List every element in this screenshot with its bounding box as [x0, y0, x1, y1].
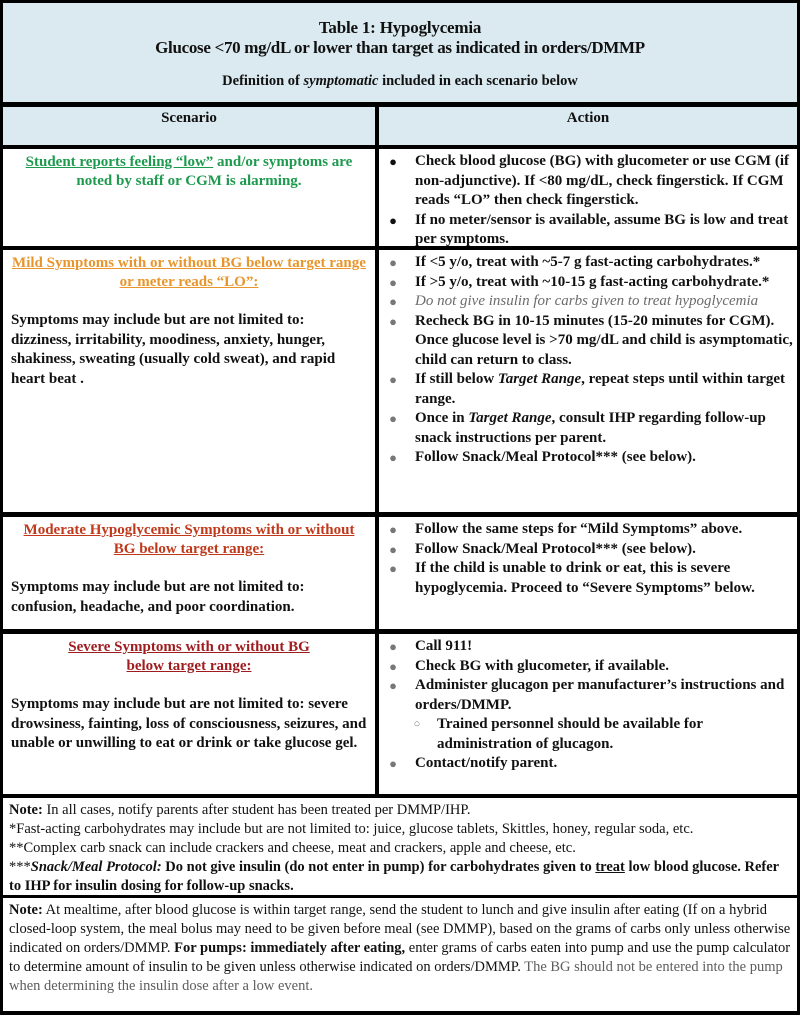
scenario-heading: Moderate Hypoglycemic Symptoms with or without BG below target range: — [23, 522, 355, 557]
action-item: ● Once in Target Range, consult IHP regarding follow-up snack instructions per parent. — [385, 409, 793, 448]
bullet-icon: ● — [389, 274, 397, 290]
scenario-description: Symptoms may include but are not limited to: severe drowsiness, fainting, loss of consciousness, seizures, and unable or unwilling to eat or drink or take glucose gel. — [11, 696, 367, 751]
bullet-icon: ● — [389, 372, 397, 387]
footnotes-block — [3, 798, 797, 895]
action-cell-initial — [379, 149, 797, 246]
action-cell-severe — [379, 634, 797, 794]
action-item: ● Do not give insulin for carbs given to treat hypoglycemia — [385, 292, 793, 312]
action-subitem: ○ Trained personnel should be available for administration of glucagon. — [385, 715, 793, 754]
bullet-icon: ● — [389, 313, 397, 329]
bullet-icon: ● — [389, 639, 397, 654]
column-header-action: Action — [379, 107, 797, 145]
bullet-icon: ● — [389, 450, 397, 465]
action-item: ● Follow Snack/Meal Protocol*** (see below). — [385, 540, 793, 560]
table-title: Table 1: Hypoglycemia — [318, 18, 482, 37]
scenario-cell-mild — [3, 250, 375, 512]
action-item: ● Call 911! — [385, 637, 793, 657]
footnote-fast-acting: *Fast-acting carbohydrates may include but are not limited to: juice, glucose tablets, Skittles, honey, regular soda, etc. — [9, 821, 694, 837]
bullet-icon: ● — [389, 756, 397, 771]
scenario-heading: Severe Symptoms with or without BG below target range: — [68, 639, 310, 674]
bullet-icon: ● — [389, 561, 397, 576]
bullet-icon: ● — [389, 212, 397, 228]
footnote-snack-protocol: ***Snack/Meal Protocol: Do not give insulin (do not enter in pump) for carbohydrates given to treat low blood glucose. Refer to IHP for insulin dosing for follow-up snacks. — [9, 859, 779, 894]
action-item: ● If no meter/sensor is available, assume BG is low and treat per symptoms. — [385, 211, 793, 250]
scenario-description: Symptoms may include but are not limited to: dizziness, irritability, moodiness, anxiety, hunger, shakiness, sweating (usually cold sweat), and rapid heart beat . — [11, 312, 336, 387]
scenario-description: Symptoms may include but are not limited to: confusion, headache, and poor coordination. — [11, 579, 305, 615]
scenario-cell-severe — [3, 634, 375, 794]
bullet-icon: ● — [389, 678, 397, 693]
bullet-icon: ● — [389, 522, 397, 537]
action-item: ● If still below Target Range, repeat steps until within target range. — [385, 370, 793, 409]
note-line: Note: In all cases, notify parents after student has been treated per DMMP/IHP. — [9, 802, 471, 818]
scenario-cell-initial — [3, 149, 375, 246]
bullet-icon: ● — [389, 255, 397, 270]
scenario-cell-moderate — [3, 517, 375, 629]
action-cell-mild — [379, 250, 797, 512]
action-item: ● If <5 y/o, treat with ~5-7 g fast-acting carbohydrates.* — [385, 253, 793, 273]
action-item: ● Check BG with glucometer, if available. — [385, 657, 793, 677]
bullet-icon: ● — [389, 294, 397, 309]
hollow-bullet-icon: ○ — [413, 718, 421, 730]
scenario-heading: Mild Symptoms with or without BG below target range or meter reads “LO”: — [12, 255, 366, 290]
column-header-scenario: Scenario — [3, 107, 375, 145]
action-item: ● Recheck BG in 10-15 minutes (15-20 minutes for CGM). Once glucose level is >70 mg/dL and child is asymptomatic, child can return to class. — [385, 312, 793, 371]
action-cell-moderate — [379, 517, 797, 629]
action-item: ● Follow Snack/Meal Protocol*** (see below). — [385, 448, 793, 468]
table-subtitle: Glucose <70 mg/dL or lower than target as indicated in orders/DMMP — [155, 38, 645, 57]
action-item: ● Check blood glucose (BG) with glucometer or use CGM (if non-adjunctive). If <80 mg/dL, check fingerstick. If CGM reads “LO” then check fingerstick. — [385, 152, 793, 211]
bullet-icon: ● — [389, 658, 397, 674]
footnote-complex-carb: **Complex carb snack can include crackers and cheese, meat and crackers, apple and cheese, etc. — [9, 840, 576, 856]
action-item: ● If the child is unable to drink or eat, this is severe hypoglycemia. Proceed to “Severe Symptoms” below. — [385, 559, 793, 598]
action-item: ● Administer glucagon per manufacturer’s instructions and orders/DMMP. — [385, 676, 793, 715]
bullet-icon: ● — [389, 411, 397, 426]
action-item: ● If >5 y/o, treat with ~10-15 g fast-acting carbohydrate.* — [385, 273, 793, 293]
table-definition-note: Definition of symptomatic included in each scenario below — [222, 73, 578, 89]
bullet-icon: ● — [389, 154, 397, 169]
scenario-heading: Student reports feeling “low” and/or symptoms are noted by staff or CGM is alarming. — [25, 154, 353, 189]
action-item: ● Contact/notify parent. — [385, 754, 793, 774]
table-title-block — [3, 3, 797, 102]
mealtime-note-block: Note: At mealtime, after blood glucose is within target range, send the student to lunch and give insulin after eating (If on a hybrid closed-loop system, the meal bolus may need to be given before meal (see DMMP), based on the grams of carbs only unless otherwise indicated on orders/DMMP. For pumps: immediately after eating, enter grams of carbs eaten into pump and use the pump calculator to determine amount of insulin to be given unless otherwise indicated on orders/DMMP. The BG should not be entered into the pump when determining the insulin dose after a low event. — [3, 898, 797, 1011]
action-item: ● Follow the same steps for “Mild Symptoms” above. — [385, 520, 793, 540]
bullet-icon: ● — [389, 541, 397, 557]
